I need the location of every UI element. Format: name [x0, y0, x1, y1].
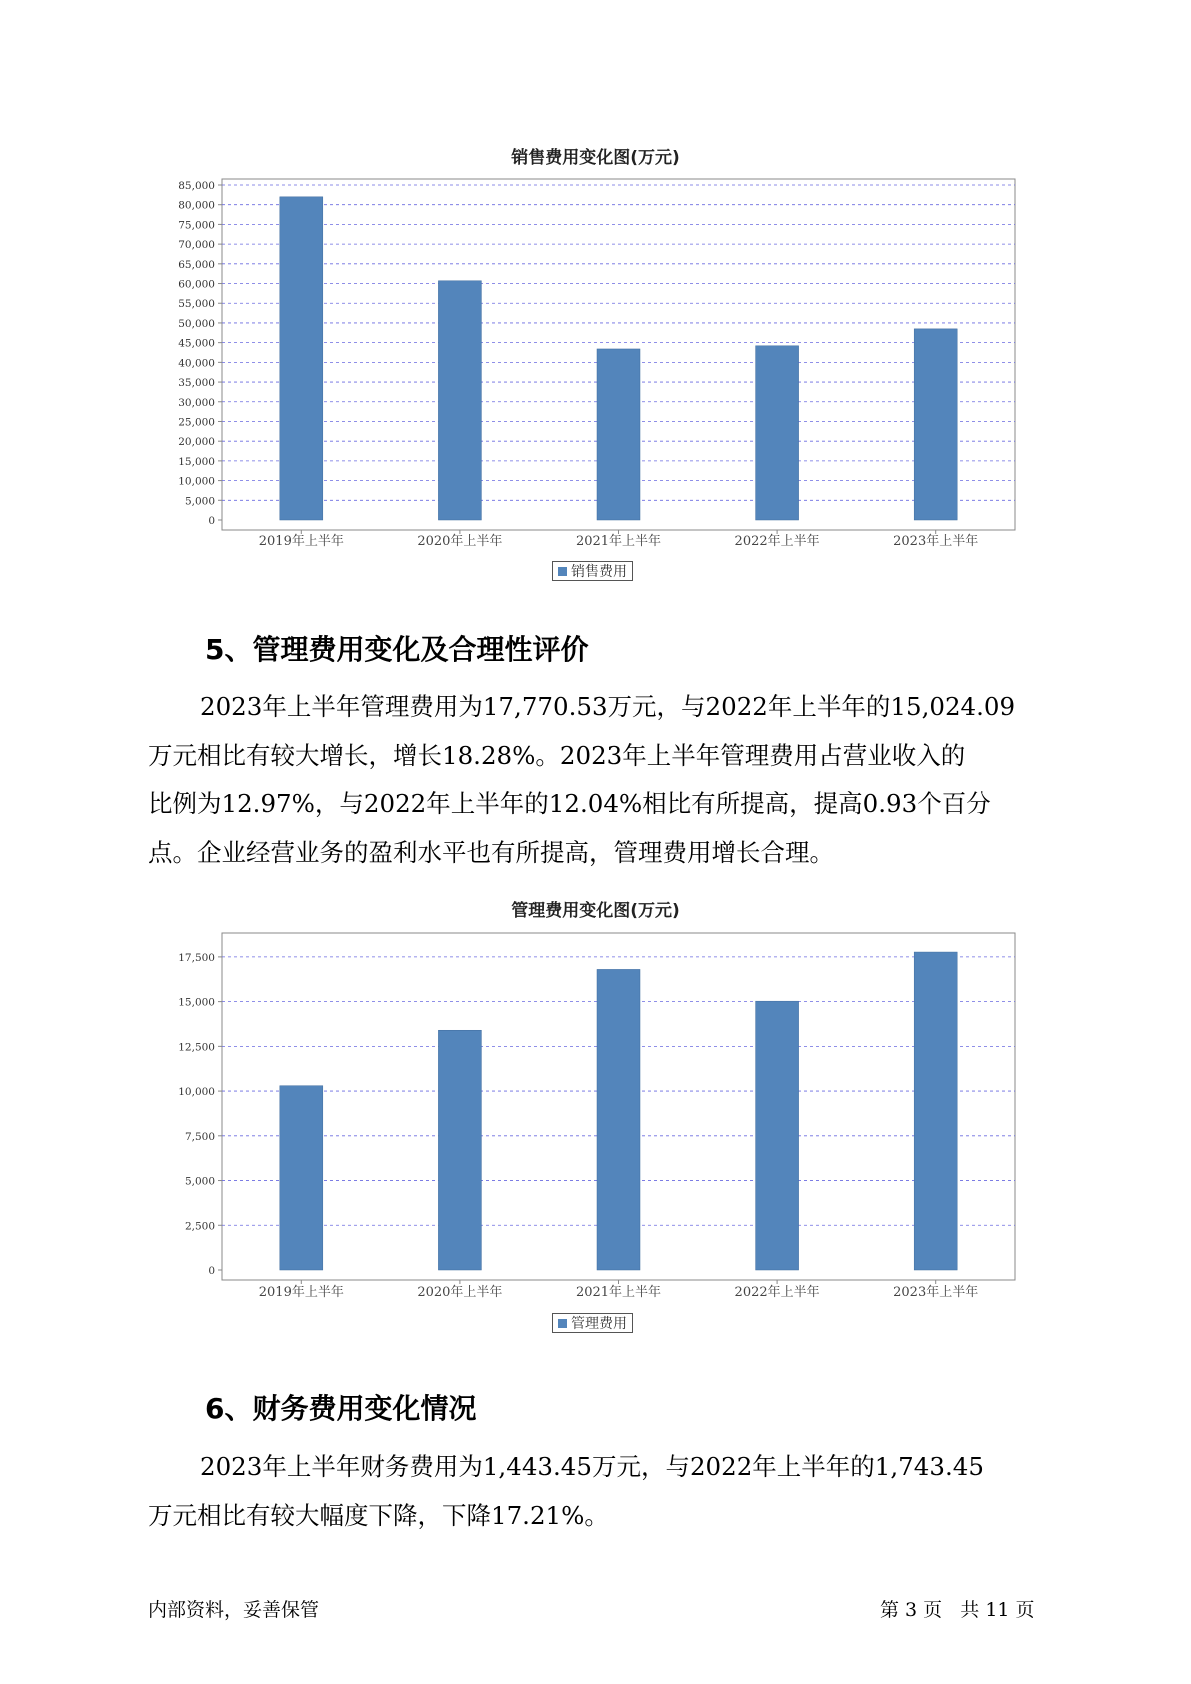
x-tick-label: 2021年上半年: [575, 534, 662, 549]
paragraph-line: 点。企业经营业务的盈利水平也有所提高，管理费用增长合理。: [148, 837, 834, 867]
paragraph-line: 2023年上半年管理费用为17,770.53万元，与2022年上半年的15,024.09: [200, 692, 1016, 721]
bar: [597, 349, 640, 520]
footer-confidential-note: 内部资料，妥善保管: [148, 1599, 320, 1621]
y-tick-label: 2,500: [184, 1220, 215, 1233]
x-tick-label: 2022年上半年: [734, 534, 820, 549]
x-tick-label: 2023年上半年: [893, 1285, 979, 1300]
y-tick-label: 55,000: [178, 298, 215, 311]
y-tick-label: 5,000: [184, 495, 215, 508]
bar: [756, 1001, 799, 1270]
x-tick-label: 2019年上半年: [258, 534, 344, 549]
bar: [914, 952, 957, 1270]
paragraph-line: 万元相比有较大幅度下降，下降17.21%。: [148, 1500, 609, 1530]
y-tick-label: 7,500: [184, 1130, 215, 1143]
x-tick-label: 2021年上半年: [575, 1285, 662, 1300]
y-tick-label: 10,000: [178, 475, 215, 488]
y-tick-label: 0: [208, 1265, 215, 1277]
y-tick-label: 85,000: [178, 180, 215, 192]
x-tick-label: 2020年上半年: [417, 1285, 503, 1300]
y-tick-label: 70,000: [178, 239, 215, 252]
y-tick-label: 30,000: [178, 396, 215, 409]
admin-expense-chart-title: 管理费用变化图(万元): [511, 901, 680, 921]
sales-expense-chart: [0, 170, 1191, 549]
x-tick-label: 2023年上半年: [893, 534, 979, 549]
y-tick-label: 40,000: [178, 357, 215, 370]
bar: [280, 1086, 323, 1270]
legend-swatch: [558, 1319, 567, 1328]
y-tick-label: 15,000: [178, 455, 215, 468]
y-tick-label: 65,000: [178, 258, 215, 271]
sales-expense-legend: [552, 561, 633, 581]
y-tick-label: 10,000: [178, 1086, 215, 1099]
paragraph-line: 万元相比有较大增长，增长18.28%。2023年上半年管理费用占营业收入的: [148, 740, 966, 770]
y-tick-label: 35,000: [178, 377, 215, 390]
y-tick-label: 17,500: [178, 951, 215, 964]
finance-expense-paragraph: [148, 1443, 1078, 1540]
bar: [280, 197, 323, 520]
sales-expense-chart-title: 销售费用变化图(万元): [511, 148, 680, 168]
x-tick-label: 2019年上半年: [258, 1285, 344, 1300]
y-tick-label: 45,000: [178, 337, 215, 350]
y-tick-label: 60,000: [178, 278, 215, 291]
section-heading-finance-expense: 6、财务费用变化情况: [205, 1392, 477, 1425]
admin-expense-chart: [0, 930, 1191, 1300]
legend-label: 销售费用: [571, 564, 627, 580]
x-tick-label: 2022年上半年: [734, 1285, 820, 1300]
y-tick-label: 0: [208, 515, 215, 527]
legend-label: 管理费用: [571, 1316, 627, 1332]
bar: [438, 281, 481, 520]
legend-swatch: [558, 567, 567, 576]
bar: [914, 329, 957, 520]
section-heading-admin-expense: 5、管理费用变化及合理性评价: [205, 633, 589, 666]
footer-page-number: 第 3 页 共 11 页: [880, 1599, 1035, 1621]
bar: [756, 346, 799, 520]
admin-expense-paragraph: [148, 683, 1078, 877]
y-tick-label: 15,000: [178, 996, 215, 1009]
x-tick-label: 2020年上半年: [417, 534, 503, 549]
y-tick-label: 50,000: [178, 317, 215, 330]
y-tick-label: 75,000: [178, 219, 215, 232]
paragraph-line: 比例为12.97%，与2022年上半年的12.04%相比有所提高，提高0.93个百分: [148, 789, 991, 818]
y-tick-label: 25,000: [178, 416, 215, 429]
y-tick-label: 12,500: [178, 1041, 215, 1054]
admin-expense-legend: [552, 1313, 633, 1333]
bar: [438, 1030, 481, 1270]
bar: [597, 969, 640, 1270]
y-tick-label: 20,000: [178, 436, 215, 449]
paragraph-line: 2023年上半年财务费用为1,443.45万元，与2022年上半年的1,743.45: [200, 1452, 984, 1481]
y-tick-label: 5,000: [184, 1175, 215, 1188]
y-tick-label: 80,000: [178, 199, 215, 212]
